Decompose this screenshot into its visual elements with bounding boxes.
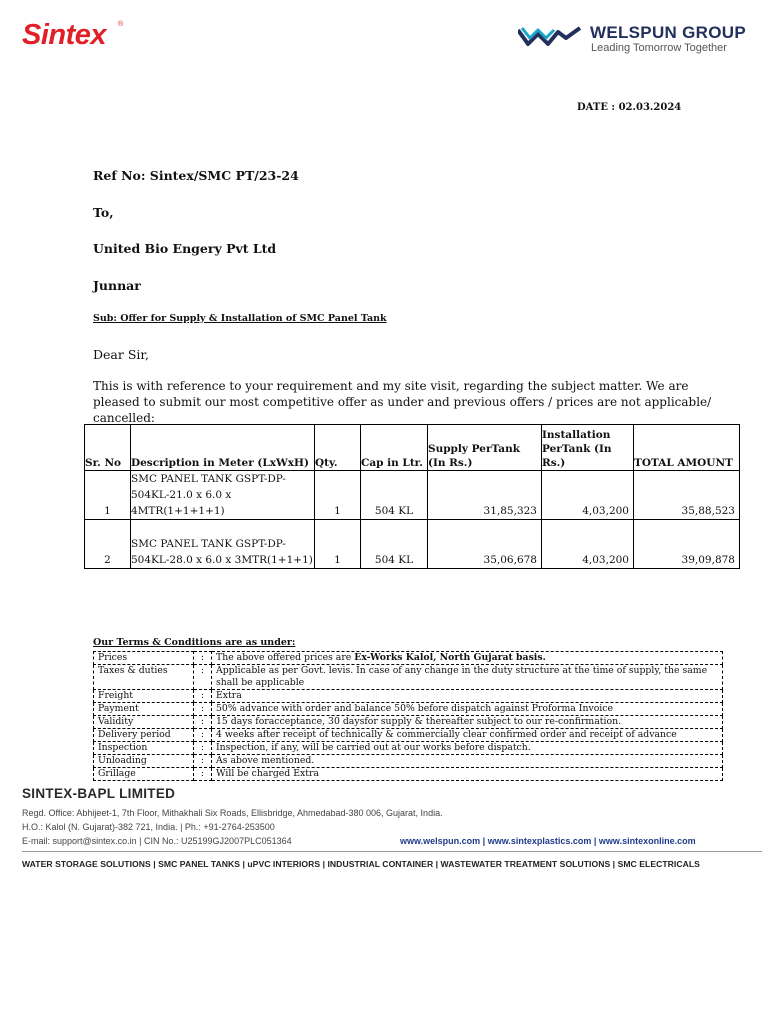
cell-qty: 1 <box>315 471 361 520</box>
reference-number: Ref No: Sintex/SMC PT/23-24 <box>93 168 299 183</box>
term-label: Payment <box>94 703 194 716</box>
term-value <box>212 716 723 729</box>
term-value <box>212 690 723 703</box>
footer-email-cin: E-mail: support@sintex.co.in | CIN No.: U25199GJ2007PLC051364 <box>22 836 292 846</box>
welspun-group-name: WELSPUN GROUP <box>590 23 746 42</box>
table-row <box>94 652 723 665</box>
cell-total-amount: 35,88,523 <box>634 471 740 520</box>
col-description: Description in Meter (LxWxH) <box>131 425 315 471</box>
col-supply-price: Supply PerTank (In Rs.) <box>428 425 542 471</box>
term-colon: : <box>194 742 212 755</box>
term-colon: : <box>194 716 212 729</box>
offer-table <box>84 424 740 569</box>
salutation: Dear Sir, <box>93 347 149 362</box>
term-label: Prices <box>94 652 194 665</box>
recipient-name: United Bio Engery Pvt Ltd <box>93 241 277 256</box>
term-label: Delivery period <box>94 729 194 742</box>
table-row <box>85 471 740 520</box>
welspun-logo-icon <box>518 26 582 48</box>
term-colon: : <box>194 690 212 703</box>
table-row <box>94 742 723 755</box>
cell-sr: 1 <box>85 471 131 520</box>
col-total-amount: TOTAL AMOUNT <box>634 425 740 471</box>
sintex-logo: Sintex <box>22 19 107 51</box>
table-row <box>94 703 723 716</box>
table-row <box>94 690 723 703</box>
col-capacity: Cap in Ltr. <box>361 425 428 471</box>
recipient-city: Junnar <box>93 278 141 293</box>
term-value-text: Inspection, if any, will be carried out at our works before dispatch. <box>216 742 531 753</box>
term-label: Taxes & duties <box>94 665 194 690</box>
subject-line: Sub: Offer for Supply & Installation of SMC Panel Tank <box>93 313 387 324</box>
term-value-text: 4 weeks after receipt of technically & commercially clear confirmed order and receipt of advance <box>216 729 677 740</box>
footer-product-lines: WATER STORAGE SOLUTIONS | SMC PANEL TANKS | uPVC INTERIORS | INDUSTRIAL CONTAINER | WASTEWATER TREATMENT SOLUTIONS | SMC ELECTRICALS <box>22 859 700 869</box>
term-colon: : <box>194 729 212 742</box>
term-colon: : <box>194 665 212 690</box>
term-value <box>212 768 723 781</box>
table-row <box>94 665 723 690</box>
cell-total-amount: 39,09,878 <box>634 520 740 569</box>
term-label: Validity <box>94 716 194 729</box>
term-value <box>212 729 723 742</box>
term-label: Grillage <box>94 768 194 781</box>
col-sr-no: Sr. No <box>85 425 131 471</box>
footer-company-name: SINTEX-BAPL LIMITED <box>22 786 176 801</box>
term-colon: : <box>194 652 212 665</box>
footer-head-office: H.O.: Kalol (N. Gujarat)-382 721, India. | Ph.: +91-2764-253500 <box>22 822 275 832</box>
table-row <box>94 716 723 729</box>
cell-supply-price: 31,85,323 <box>428 471 542 520</box>
term-label: Unloading <box>94 755 194 768</box>
term-value-text: As above mentioned. <box>216 755 315 766</box>
cell-qty: 1 <box>315 520 361 569</box>
table-row <box>94 755 723 768</box>
registered-mark: ® <box>118 21 124 28</box>
footer-divider <box>22 851 762 852</box>
welspun-tagline: Leading Tomorrow Together <box>591 42 727 54</box>
term-label: Inspection <box>94 742 194 755</box>
cell-sr: 2 <box>85 520 131 569</box>
term-colon: : <box>194 703 212 716</box>
terms-title: Our Terms & Conditions are as under: <box>93 637 296 648</box>
term-colon: : <box>194 755 212 768</box>
table-row <box>94 729 723 742</box>
term-value-text: Extra <box>216 690 242 701</box>
term-value <box>212 652 723 665</box>
intro-paragraph: This is with reference to your requirement and my site visit, regarding the subject matter. We are pleased to submit our most competitive offer as under and previous offers / prices are not applicable/ cancelled: <box>93 379 712 425</box>
term-value-text: Will be charged Extra <box>216 768 319 779</box>
cell-capacity: 504 KL <box>361 471 428 520</box>
cell-installation-price: 4,03,200 <box>542 471 634 520</box>
term-value-text: 15 days foracceptance, 30 daysfor supply & thereafter subject to our re-confirmation. <box>216 716 622 727</box>
cell-capacity: 504 KL <box>361 520 428 569</box>
term-value-bold: Ex-Works Kalol, North Gujarat basis. <box>354 652 546 663</box>
term-value <box>212 703 723 716</box>
terms-table <box>93 651 723 781</box>
cell-installation-price: 4,03,200 <box>542 520 634 569</box>
term-value <box>212 755 723 768</box>
footer-regd-office: Regd. Office: Abhijeet-1, 7th Floor, Mithakhali Six Roads, Ellisbridge, Ahmedabad-380 006, Gujarat, India. <box>22 808 443 818</box>
letter-date: DATE : 02.03.2024 <box>577 102 682 113</box>
cell-description: SMC PANEL TANK GSPT-DP-504KL-28.0 x 6.0 x 3MTR(1+1+1) <box>131 520 315 569</box>
footer-websites[interactable]: www.welspun.com | www.sintexplastics.com | www.sintexonline.com <box>400 836 696 846</box>
term-colon: : <box>194 768 212 781</box>
col-installation-price: Installation PerTank (In Rs.) <box>542 425 634 471</box>
term-value-text: The above offered prices are <box>216 652 355 663</box>
table-row <box>94 768 723 781</box>
col-qty: Qty. <box>315 425 361 471</box>
term-value <box>212 742 723 755</box>
term-value <box>212 665 723 690</box>
term-value-text: Applicable as per Govt. levis. In case of any change in the duty structure at the time of supply, the same shall be applicable <box>216 665 708 688</box>
to-label: To, <box>93 205 114 220</box>
offer-table-header <box>85 425 740 471</box>
table-row <box>85 520 740 569</box>
cell-supply-price: 35,06,678 <box>428 520 542 569</box>
term-value-text: 50% advance with order and balance 50% before dispatch against Proforma Invoice <box>216 703 613 714</box>
cell-description: SMC PANEL TANK GSPT-DP-504KL-21.0 x 6.0 x 4MTR(1+1+1+1) <box>131 471 315 520</box>
term-label: Freight <box>94 690 194 703</box>
